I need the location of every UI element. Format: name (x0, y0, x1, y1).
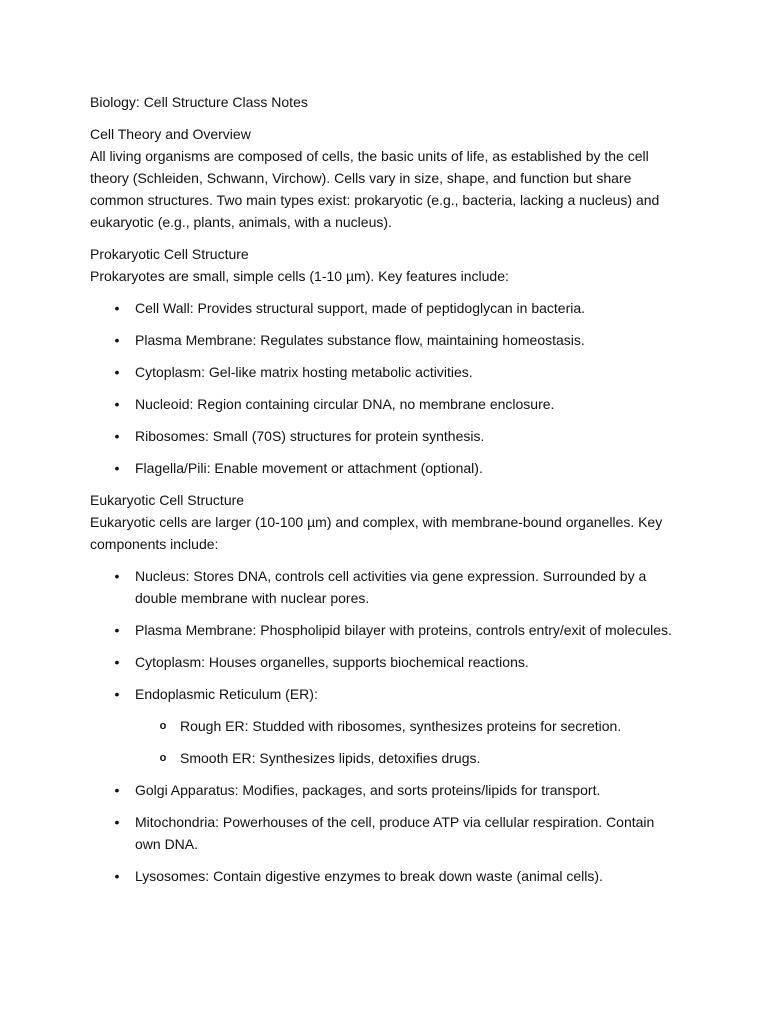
list-item (90, 361, 675, 383)
section-paragraph: Eukaryotic cells are larger (10-100 µm) and complex, with membrane-bound organelles. Key components include: (90, 514, 663, 552)
section-paragraph: All living organisms are composed of cells, the basic units of life, as established by the cell theory (Schleiden, Schwann, Virchow). Cells vary in size, shape, and function but share common structures. Two main types exist: prokaryotic (e.g., bacteria, lacking a nucleus) and eukaryotic (e.g., plants, animals, with a nucleus). (90, 148, 660, 230)
section-title: Cell Theory and Overview (90, 126, 251, 142)
list-item (90, 811, 675, 855)
list-item-text: Cytoplasm: Gel-like matrix hosting metabolic activities. (135, 364, 473, 380)
list-item (90, 865, 675, 887)
list-item-text: Ribosomes: Small (70S) structures for protein synthesis. (135, 428, 485, 444)
sub-bullet-list (135, 715, 675, 769)
list-item-text: Lysosomes: Contain digestive enzymes to break down waste (animal cells). (135, 868, 603, 884)
bullet-icon: • (114, 868, 120, 884)
bullet-icon: • (114, 622, 120, 638)
list-item-text: Flagella/Pili: Enable movement or attachment (optional). (135, 460, 483, 476)
bullet-icon: • (114, 568, 120, 584)
section-cell-theory (90, 123, 675, 233)
list-item-text: Nucleoid: Region containing circular DNA, no membrane enclosure. (135, 396, 555, 412)
list-item-text: Plasma Membrane: Regulates substance flow, maintaining homeostasis. (135, 332, 585, 348)
list-item-text: Nucleus: Stores DNA, controls cell activities via gene expression. Surrounded by a double membrane with nuclear pores. (135, 568, 647, 606)
list-item-text: Cytoplasm: Houses organelles, supports biochemical reactions. (135, 654, 529, 670)
bullet-icon: • (114, 654, 120, 670)
section-paragraph: Prokaryotes are small, simple cells (1-10 µm). Key features include: (90, 268, 509, 284)
sub-list-item (135, 747, 675, 769)
list-item (90, 619, 675, 641)
list-item (90, 779, 675, 801)
bullet-icon: • (114, 782, 120, 798)
list-item (90, 565, 675, 609)
circle-bullet-icon: o (159, 752, 167, 764)
list-item (90, 457, 675, 479)
document-body (90, 91, 675, 897)
list-item (90, 683, 675, 769)
bullet-list (90, 297, 675, 479)
section-prokaryotic (90, 243, 675, 479)
bullet-icon: • (114, 428, 120, 444)
bullet-icon: • (114, 814, 120, 830)
bullet-list (90, 565, 675, 887)
list-item-text: Cell Wall: Provides structural support, made of peptidoglycan in bacteria. (135, 300, 586, 316)
list-item (90, 425, 675, 447)
sub-list-item-text: Rough ER: Studded with ribosomes, synthesizes proteins for secretion. (180, 718, 622, 734)
list-item-text: Golgi Apparatus: Modifies, packages, and sorts proteins/lipids for transport. (135, 782, 601, 798)
section-title: Eukaryotic Cell Structure (90, 492, 245, 508)
list-item-text: Mitochondria: Powerhouses of the cell, produce ATP via cellular respiration. Contain own DNA. (135, 814, 655, 852)
bullet-icon: • (114, 396, 120, 412)
list-item (90, 329, 675, 351)
list-item (90, 393, 675, 415)
document-title: Biology: Cell Structure Class Notes (90, 94, 308, 110)
bullet-icon: • (114, 300, 120, 316)
list-item-text: Plasma Membrane: Phospholipid bilayer with proteins, controls entry/exit of molecules. (135, 622, 672, 638)
sub-list-item (135, 715, 675, 737)
bullet-icon: • (114, 364, 120, 380)
bullet-icon: • (114, 686, 120, 702)
section-eukaryotic (90, 489, 675, 887)
list-item-text: Endoplasmic Reticulum (ER): (135, 686, 318, 702)
circle-bullet-icon: o (159, 720, 167, 732)
list-item (90, 651, 675, 673)
bullet-icon: • (114, 460, 120, 476)
section-title: Prokaryotic Cell Structure (90, 246, 249, 262)
sub-list-item-text: Smooth ER: Synthesizes lipids, detoxifies drugs. (180, 750, 481, 766)
list-item (90, 297, 675, 319)
bullet-icon: • (114, 332, 120, 348)
